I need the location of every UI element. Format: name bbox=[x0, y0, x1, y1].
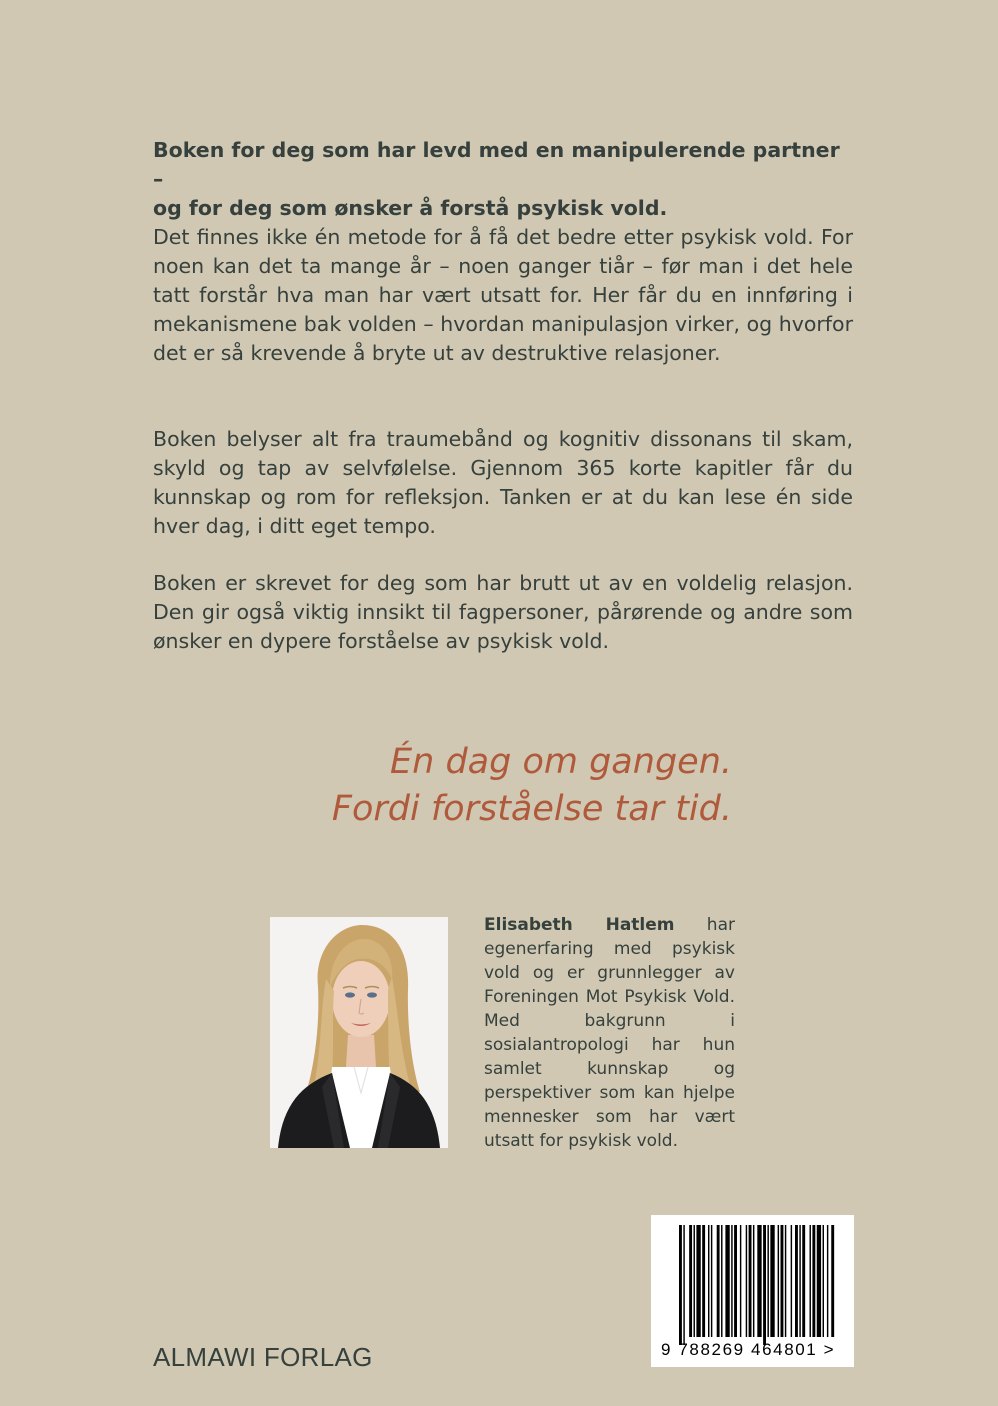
barcode-bar bbox=[683, 1225, 684, 1345]
barcode-bar bbox=[763, 1225, 766, 1345]
barcode-bar bbox=[740, 1225, 741, 1337]
barcode-bar bbox=[823, 1225, 824, 1337]
barcode-bar bbox=[799, 1225, 800, 1337]
barcode-bar bbox=[702, 1225, 705, 1337]
tagline-line-2: Fordi forståelse tar tid. bbox=[331, 789, 732, 829]
barcode-bar bbox=[817, 1225, 821, 1337]
barcode-bar bbox=[767, 1225, 768, 1337]
barcode-bar bbox=[679, 1225, 682, 1345]
barcode-bar bbox=[694, 1225, 695, 1337]
lead-line-1: Boken for deg som har levd med en manipulerende partner – bbox=[153, 138, 840, 191]
barcode-bar bbox=[734, 1225, 737, 1337]
author-bio bbox=[484, 913, 735, 1153]
paragraph-audience: Boken er skrevet for deg som har brutt ut av en voldelig relasjon. Den gir også viktig innsikt til fagpersoner, pårørende og andre som ønsker en dypere forståelse av psykisk vold. bbox=[153, 571, 853, 653]
barcode-bar bbox=[810, 1225, 811, 1337]
barcode-bar bbox=[827, 1225, 828, 1337]
barcode-bar bbox=[795, 1225, 798, 1337]
barcode-bar bbox=[696, 1225, 700, 1337]
barcode-bar bbox=[708, 1225, 709, 1337]
barcode-bar bbox=[717, 1225, 720, 1337]
tagline-line-1: Én dag om gangen. bbox=[390, 742, 732, 782]
barcode-bar bbox=[746, 1225, 747, 1337]
author-photo bbox=[270, 917, 448, 1148]
barcode-bar bbox=[731, 1225, 732, 1337]
author-bio-text: har egenerfaring med psykisk vold og er grunnlegger av Foreningen Mot Psykisk Vold. Med bakgrunn i sosialantropologi har hun samlet kunnskap og perspektiver som kan hjelpe mennesker som har vært utsatt for psykisk vold. bbox=[484, 915, 735, 1151]
author-name: Elisabeth Hatlem bbox=[484, 915, 675, 935]
barcode-bar bbox=[802, 1225, 805, 1337]
barcode-bar bbox=[711, 1225, 712, 1337]
barcode-bar bbox=[725, 1225, 729, 1337]
barcode-bar bbox=[781, 1225, 784, 1337]
author-portrait-illustration bbox=[270, 917, 448, 1148]
barcode-bar bbox=[721, 1225, 722, 1337]
lead-line-2: og for deg som ønsker å forstå psykisk vold. bbox=[153, 196, 668, 220]
barcode-bar bbox=[689, 1225, 692, 1337]
isbn-barcode bbox=[651, 1215, 854, 1367]
barcode-bar bbox=[785, 1225, 786, 1337]
barcode-bar bbox=[770, 1225, 774, 1337]
barcode-bar bbox=[757, 1225, 761, 1337]
isbn-number: 9 788269 464801 > bbox=[661, 1340, 836, 1359]
barcode-bar bbox=[778, 1225, 779, 1337]
lead-heading bbox=[153, 136, 853, 223]
paragraph-content: Boken belyser alt fra traumebånd og kognitiv dissonans til skam, skyld og tap av selvfølelse. Gjennom 365 korte kapitler får du kunnskap og rom for refleksjon. Tanken er at du kan lese én side hver dag, i ditt eget tempo. bbox=[153, 427, 853, 538]
tagline-quote bbox=[200, 739, 732, 833]
barcode-bar bbox=[791, 1225, 792, 1337]
barcode-bar bbox=[753, 1225, 754, 1337]
paragraph-intro: Det finnes ikke én metode for å få det bedre etter psykisk vold. For noen kan det ta mange år – noen ganger tiår – før man i det hele tatt forstår hva man har vært utsatt for. Her får du en innføring i mekanismene bak volden – hvordan manipulasjon virker, og hvorfor det er så krevende å bryte ut av destruktive relasjoner. bbox=[153, 225, 853, 365]
publisher-name: ALMAWI FORLAG bbox=[153, 1342, 373, 1372]
barcode-bar bbox=[749, 1225, 752, 1337]
barcode-bar bbox=[812, 1225, 815, 1337]
barcode-bar bbox=[831, 1225, 834, 1337]
